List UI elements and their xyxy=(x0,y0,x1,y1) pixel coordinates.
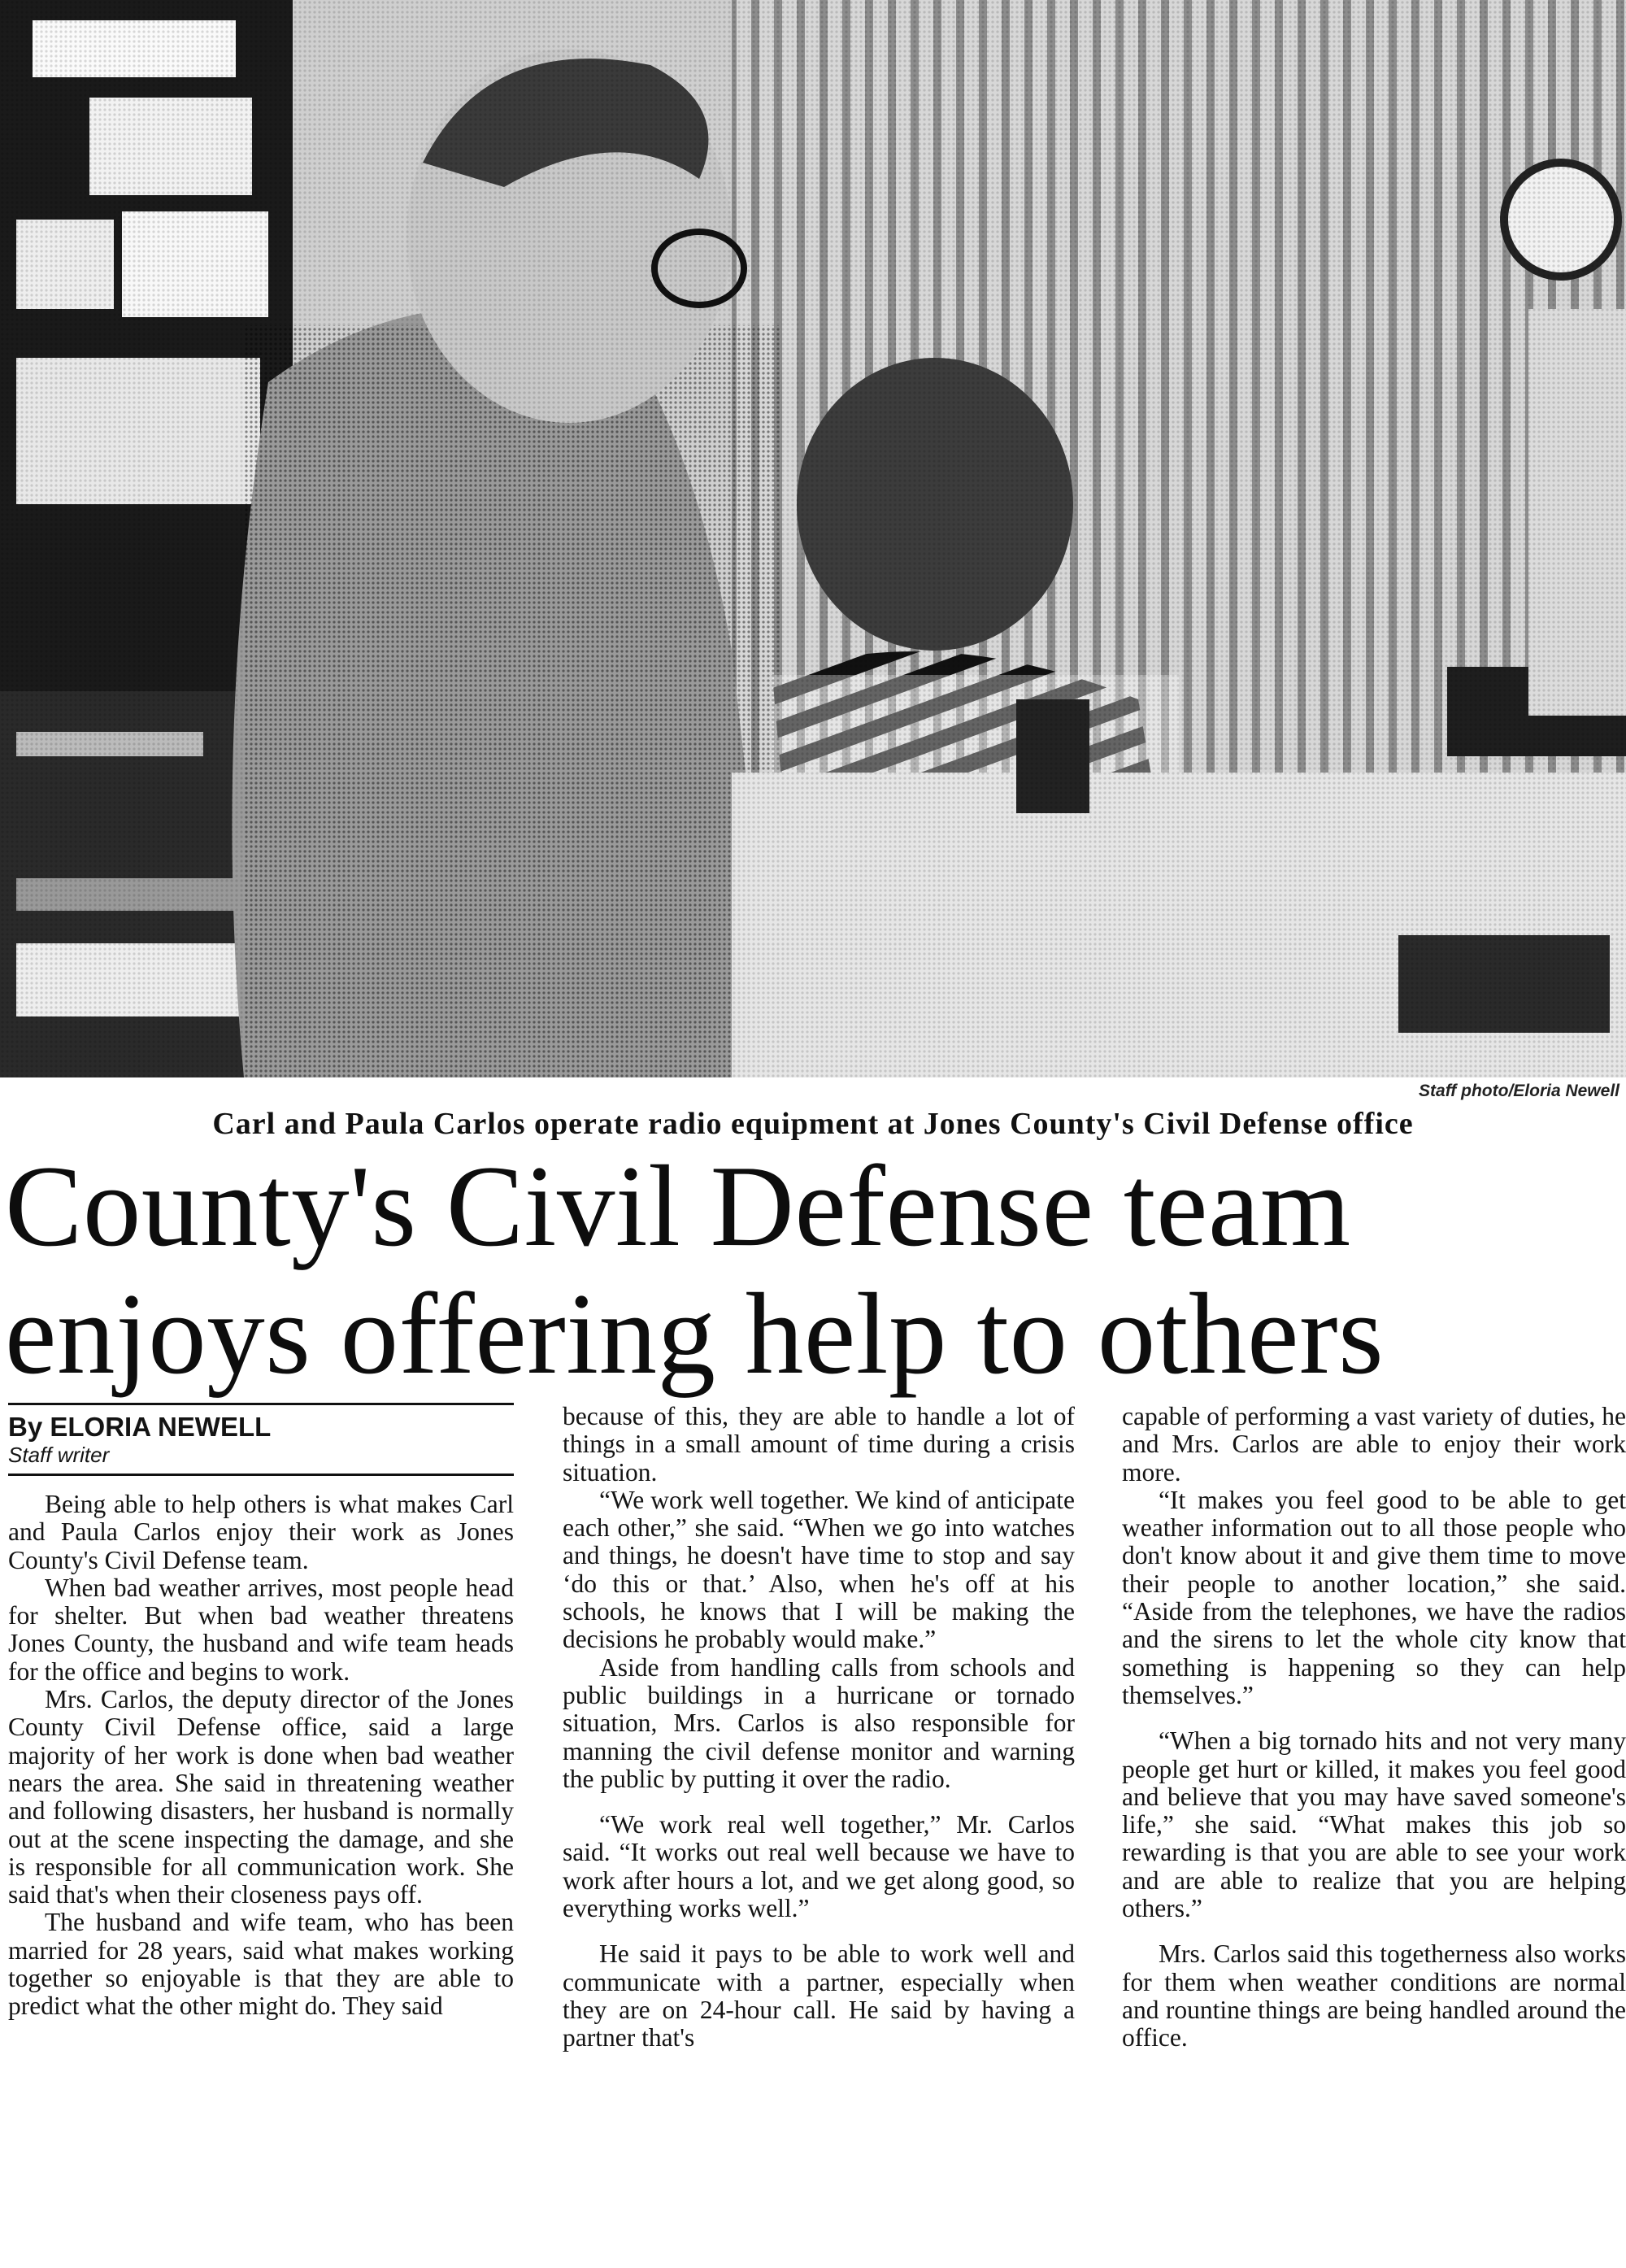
paragraph: capable of performing a vast variety of duties, he and Mrs. Carlos are able to enjoy their work more. xyxy=(1122,1402,1626,1487)
article-column-2 xyxy=(563,1403,1075,2053)
headline-line-2: enjoys offering help to others xyxy=(5,1269,1385,1398)
paragraph: Mrs. Carlos said this togetherness also works for them when weather conditions are normal and rountine things are being handled around the office. xyxy=(1122,1939,1626,2053)
headline-line-1: County's Civil Defense team xyxy=(5,1142,1351,1270)
paragraph: “It makes you feel good to be able to get weather information out to all those people who don't know about it and give them time to move their people to another location,” she said. “Aside from the telephones, we have the radios and the sirens to let the whole city know that something is happening so they can help themselves.” xyxy=(1122,1485,1626,1709)
paragraph: He said it pays to be able to work well and communicate with a partner, especially when they are on 24-hour call. He said by having a partner that's xyxy=(563,1939,1075,2053)
paragraph: Mrs. Carlos, the deputy director of the Jones County Civil Defense office, said a large majority of her work is done when bad weather nears the area. She said in threatening weather and following disasters, her husband is normally out at the scene inspecting the damage, and she is responsible for all communication work. She said that's when their closeness pays off. xyxy=(8,1685,514,1909)
photo-grain xyxy=(0,0,1626,1077)
paragraph: Being able to help others is what makes Carl and Paula Carlos enjoy their work as Jones County's Civil Defense team. xyxy=(8,1490,514,1574)
article-column-3 xyxy=(1122,1403,1626,2053)
byline-author: By ELORIA NEWELL xyxy=(8,1412,272,1442)
paragraph: The husband and wife team, who has been married for 28 years, said what makes working together so enjoyable is that they are able to predict what the other might do. They said xyxy=(8,1908,514,2021)
photo-credit: Staff photo/Eloria Newell xyxy=(1419,1082,1619,1100)
byline xyxy=(8,1403,514,1476)
article-photo xyxy=(0,0,1626,1077)
article-column-1 xyxy=(8,1403,514,2021)
paragraph: because of this, they are able to handle a lot of things in a small amount of time during a crisis situation. xyxy=(563,1402,1075,1487)
paragraph: “We work well together. We kind of anticipate each other,” she said. “When we go into watches and things, he doesn't have time to stop and say ‘do this or that.’ Also, when he's off at his schools, he knows that I will be making the decisions he probably would make.” xyxy=(563,1485,1075,1654)
photo-caption: Carl and Paula Carlos operate radio equipment at Jones County's Civil Defense office xyxy=(212,1107,1414,1141)
paragraph: “When a big tornado hits and not very many people get hurt or killed, it makes you feel good and believe that you may have saved someone's life,” she said. “What makes this job so rewarding is that you are able to see your work and are able to realize that you are helping others.” xyxy=(1122,1726,1626,1923)
byline-role: Staff writer xyxy=(8,1443,110,1467)
headline xyxy=(5,1143,1623,1398)
paragraph: “We work real well together,” Mr. Carlos said. “It works out real well because we have to work after hours a lot, and we get along good, so everything works well.” xyxy=(563,1810,1075,1923)
paragraph: When bad weather arrives, most people head for shelter. But when bad weather threatens Jones County, the husband and wife team heads for the office and begins to work. xyxy=(8,1573,514,1686)
paragraph: Aside from handling calls from schools and public buildings in a hurricane or tornado situation, Mrs. Carlos is also responsible for manning the civil defense monitor and warning the public by putting it over the radio. xyxy=(563,1652,1075,1793)
